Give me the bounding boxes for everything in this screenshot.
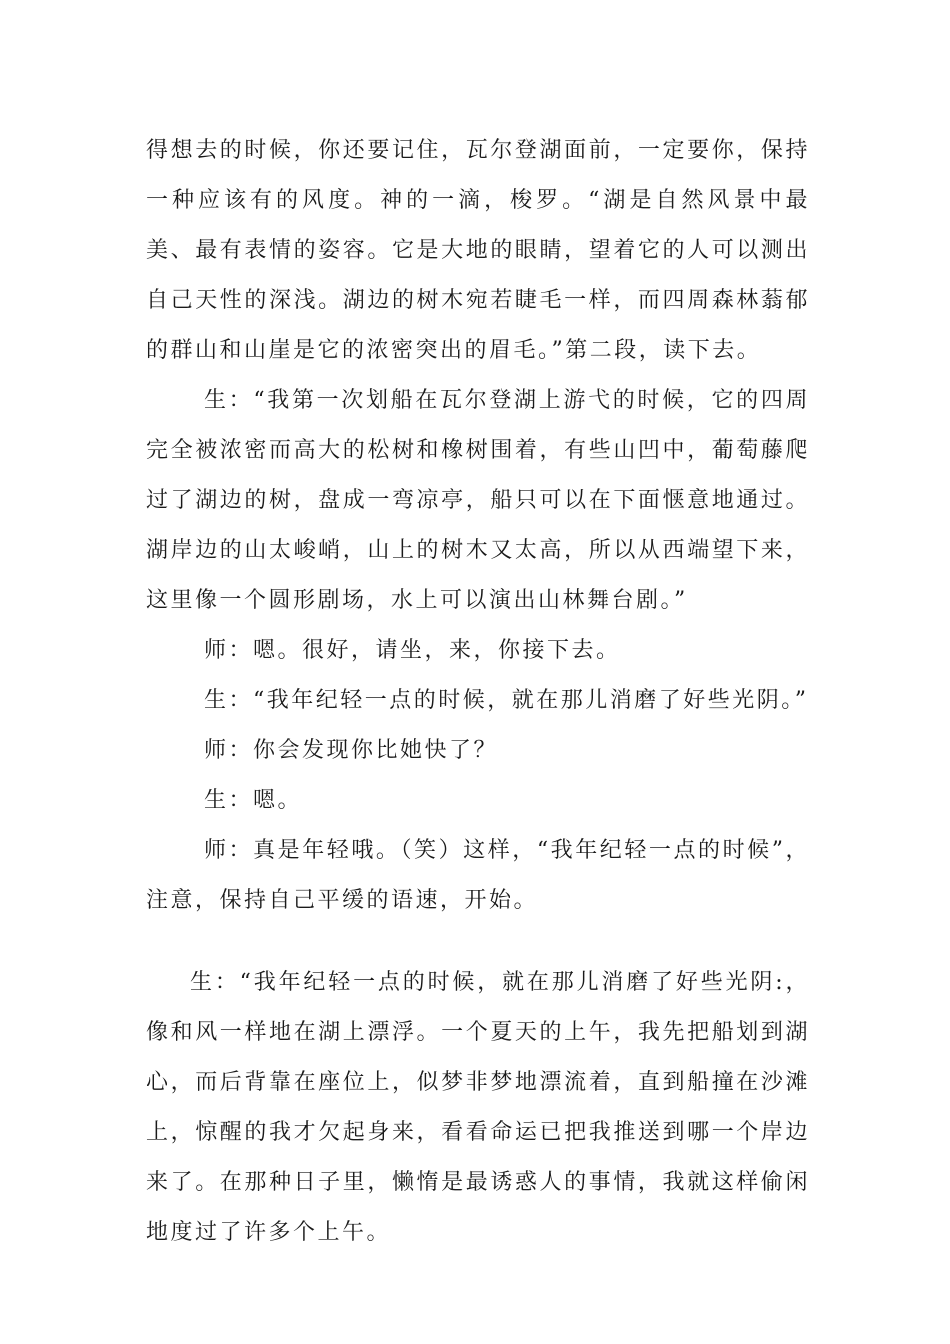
paragraph-7: 师：真是年轻哦。（笑）这样，“我年纪轻一点的时候”，注意，保持自己平缓的语速，开始。 [146, 838, 810, 913]
text-section-2 [146, 958, 810, 1258]
paragraph-8: 生：“我年纪轻一点的时候，就在那儿消磨了好些光阴:，像和风一样地在湖上漂浮。一个夏天的上午，我先把船划到湖心，而后背靠在座位上，似梦非梦地漂流着，直到船撞在沙滩上，惊醒的我才欠起身来，看看命运已把我推送到哪一个岸边来了。在那种日子里，懒惰是最诱惑人的事情，我就这样偷闲地度过了许多个上午。 [146, 970, 810, 1245]
paragraph-3: 师：嗯。很好，请坐，来，你接下去。 [204, 638, 621, 663]
paragraph-4: 生：“我年纪轻一点的时候，就在那儿消磨了好些光阴。” [204, 688, 809, 713]
paragraph-1: 得想去的时候，你还要记住，瓦尔登湖面前，一定要你，保持一种应该有的风度。神的一滴，梭罗。“湖是自然风景中最美、最有表情的姿容。它是大地的眼睛，望着它的人可以测出自己天性的深浅。湖边的树木宛若睫毛一样，而四周森林蓊郁的群山和山崖是它的浓密突出的眉毛。”第二段，读下去。 [146, 138, 810, 363]
paragraph-2: 生：“我第一次划船在瓦尔登湖上游弋的时候，它的四周完全被浓密而高大的松树和橡树围着，有些山凹中，葡萄藤爬过了湖边的树，盘成一弯凉亭，船只可以在下面惬意地通过。湖岸边的山太峻峭，山上的树木又太高，所以从西端望下来，这里像一个圆形剧场，水上可以演出山林舞台剧。” [146, 388, 810, 613]
paragraph-6: 生：嗯。 [204, 788, 303, 813]
paragraph-5: 师：你会发现你比她快了？ [204, 738, 499, 763]
text-section-1 [146, 126, 810, 926]
